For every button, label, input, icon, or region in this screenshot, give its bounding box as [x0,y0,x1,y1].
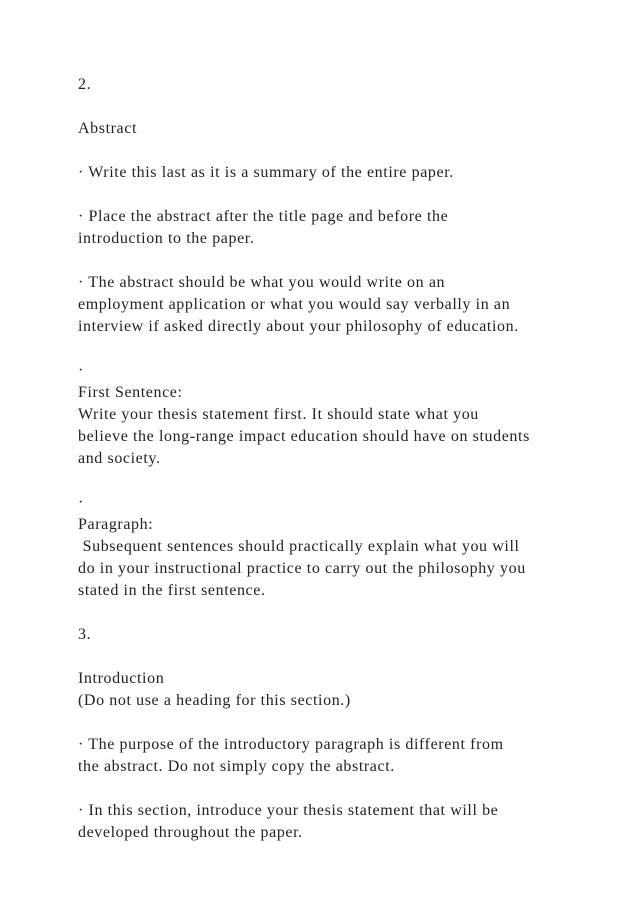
paragraph-line-1: Subsequent sentences should practically explain what you will [78,538,520,555]
abstract-bullet-3-line-1: · The abstract should be what you would write on an [78,274,446,291]
spacer [78,712,608,734]
introduction-bullet-1-line-2: the abstract. Do not simply copy the abstract. [78,758,395,775]
introduction-bullet-2-line-1: · In this section, introduce your thesis statement that will be [78,802,499,819]
spacer [78,184,608,206]
spacer [78,140,608,162]
spacer [78,470,608,492]
introduction-bullet-2-line-2: developed throughout the paper. [78,824,303,841]
introduction-heading: Introduction [78,670,165,687]
paragraph-label: Paragraph: [78,516,154,533]
introduction-bullet-1-line-1: · The purpose of the introductory paragraph is different from [78,736,504,753]
abstract-bullet-3-line-3: interview if asked directly about your philosophy of education. [78,318,519,335]
spacer [78,96,608,118]
section-number-abstract: 2. [78,76,92,93]
abstract-bullet-2-line-1: · Place the abstract after the title page and before the [78,208,449,225]
spacer [78,778,608,800]
first-sentence-line-3: and society. [78,450,161,467]
spacer [78,250,608,272]
abstract-bullet-3-line-2: employment application or what you would say verbally in an [78,296,511,313]
paragraph-line-2: do in your instructional practice to carry out the philosophy you [78,560,526,577]
section-number-introduction: 3. [78,626,92,643]
first-sentence-label: First Sentence: [78,384,183,401]
paragraph-marker: · [78,494,84,511]
abstract-heading: Abstract [78,120,138,137]
spacer [78,338,608,360]
first-sentence-marker: · [78,362,84,379]
abstract-bullet-1-line-1: · Write this last as it is a summary of the entire paper. [78,164,454,181]
spacer [78,646,608,668]
introduction-note: (Do not use a heading for this section.) [78,692,351,709]
first-sentence-line-2: believe the long-range impact education should have on students [78,428,530,445]
spacer [78,602,608,624]
first-sentence-line-1: Write your thesis statement first. It should state what you [78,406,479,423]
paragraph-line-3: stated in the first sentence. [78,582,266,599]
abstract-bullet-2-line-2: introduction to the paper. [78,230,255,247]
